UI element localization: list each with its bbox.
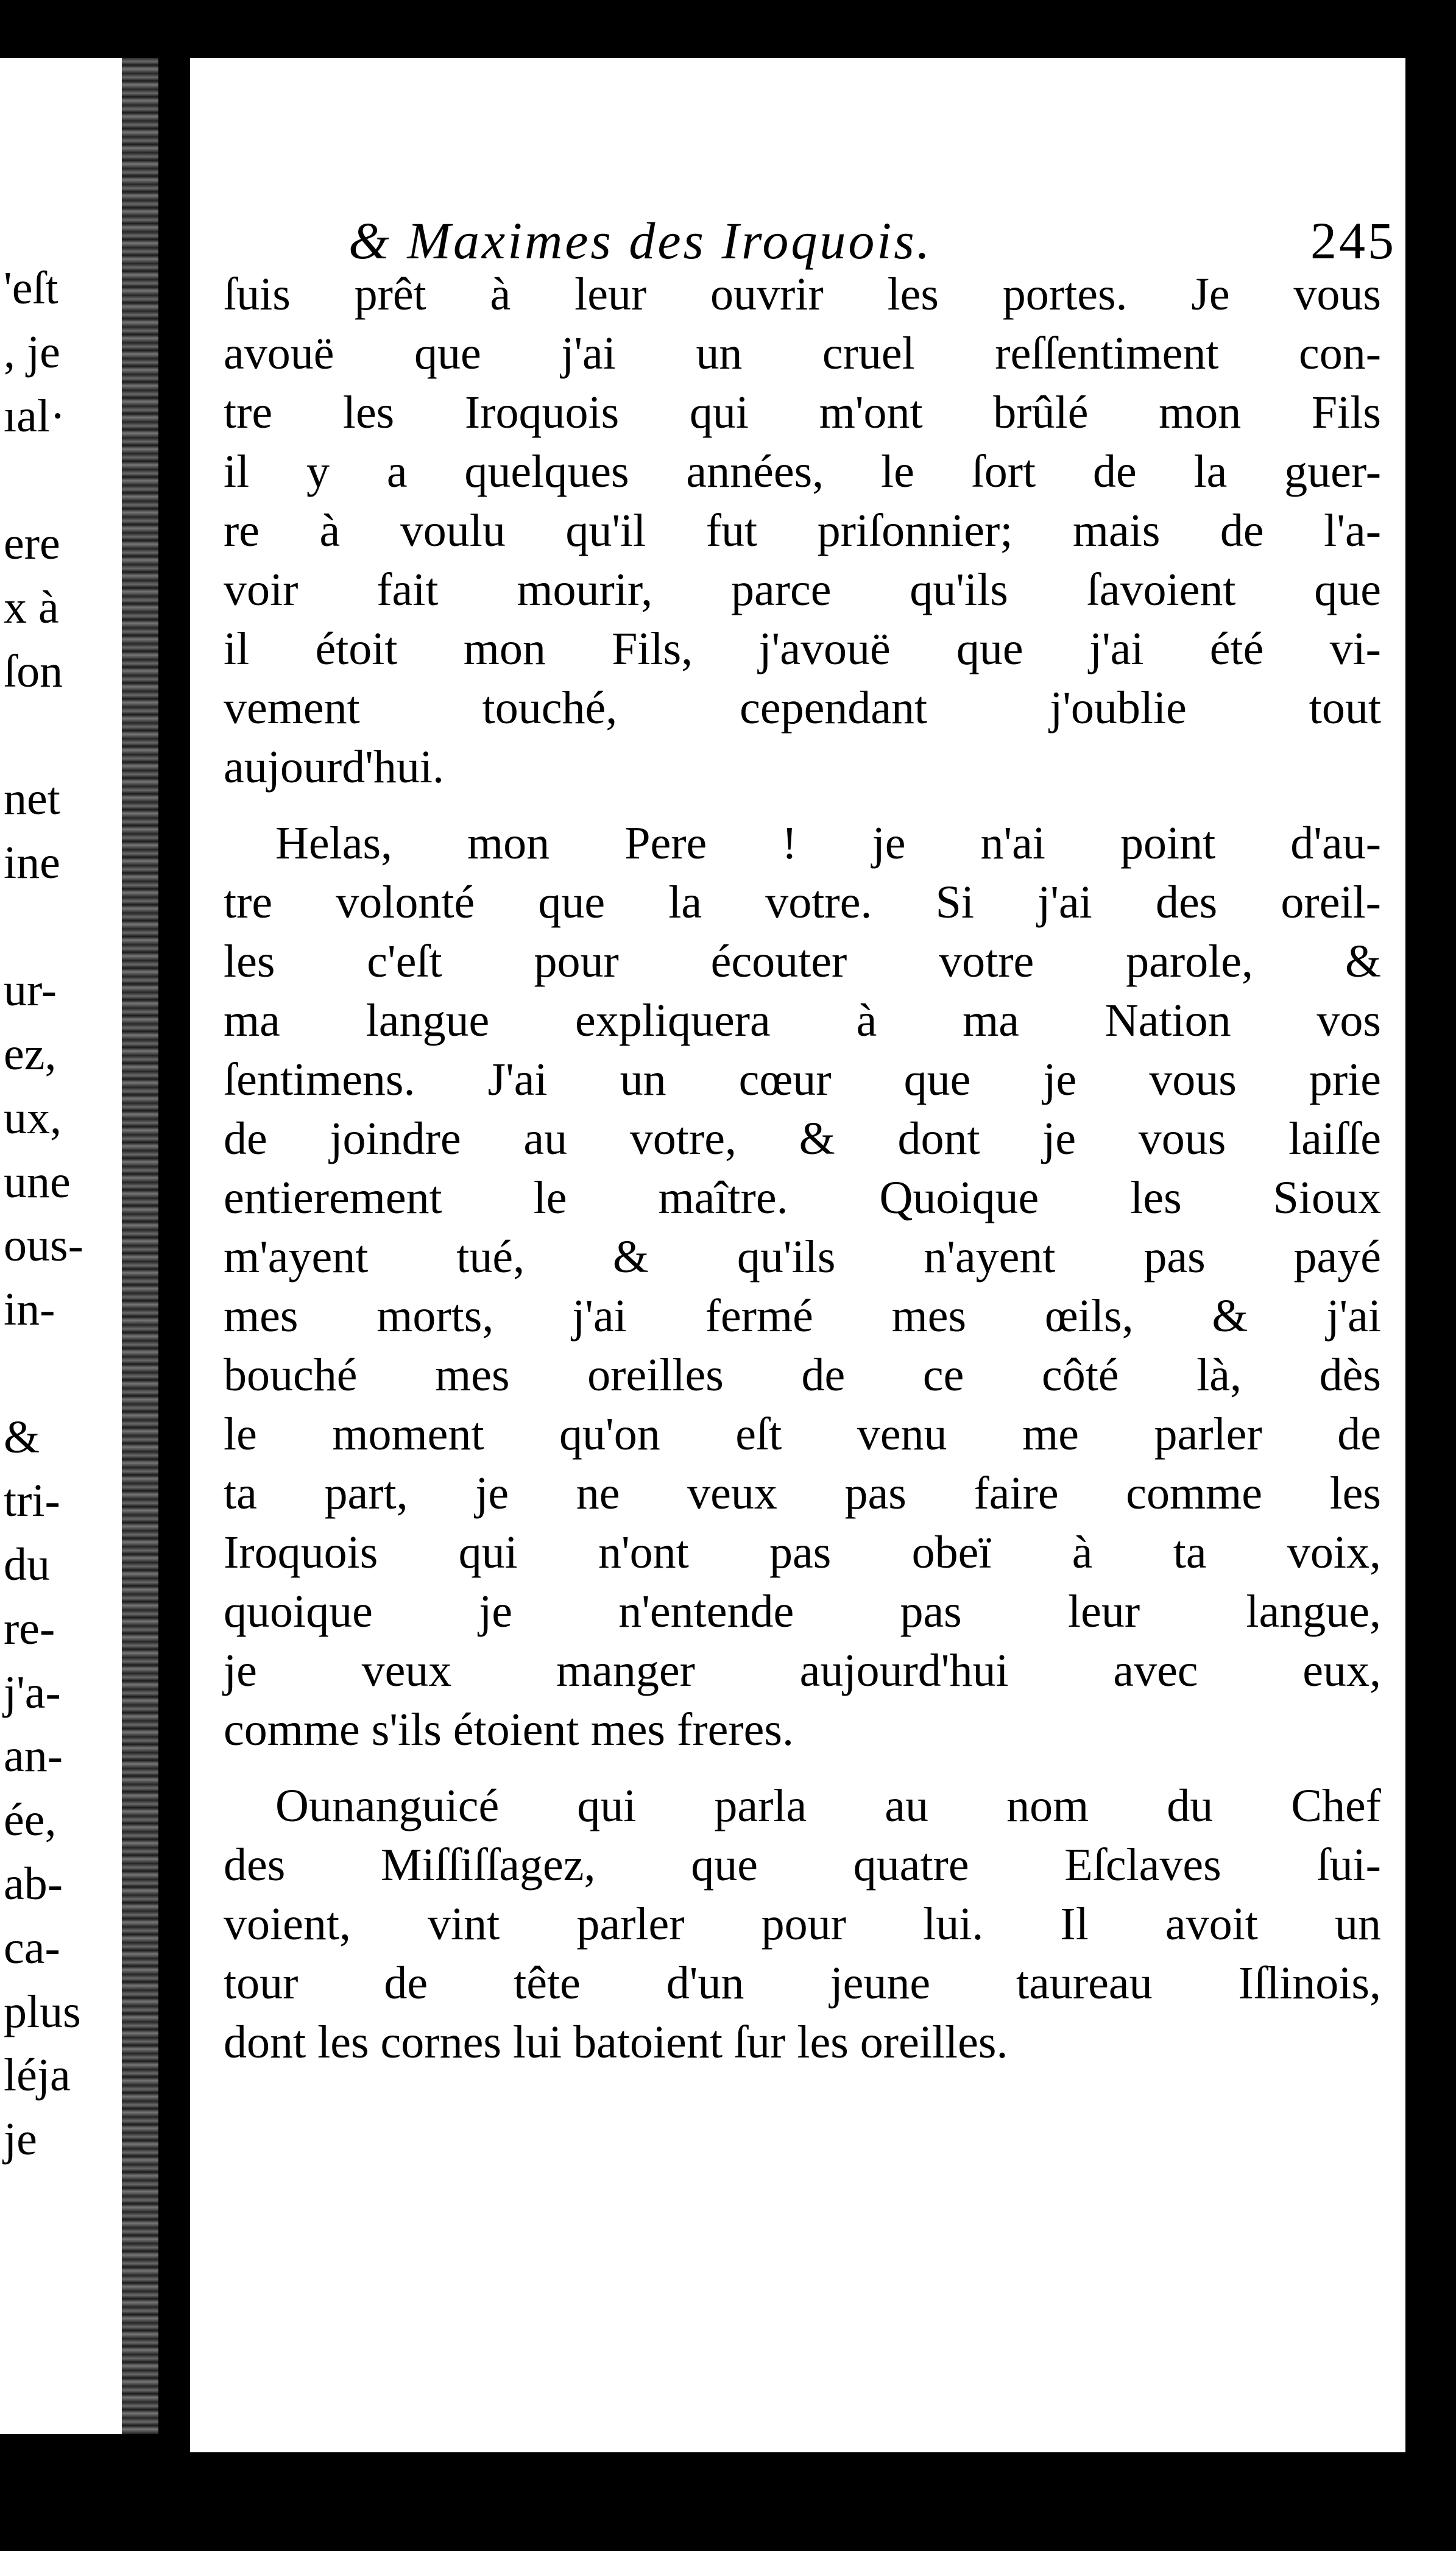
text-line: aujourd'hui.	[224, 741, 444, 793]
text-line: ſentimens. J'ai un cœur que je vous prie	[224, 1054, 1381, 1105]
text-line: dont les cornes lui batoient ſur les oreilles.	[224, 2017, 1008, 2068]
facing-page-text: ur-	[4, 964, 57, 1016]
facing-page-text: je	[4, 2114, 37, 2165]
text-line: avouë que j'ai un cruel reſſentiment con-	[224, 328, 1381, 379]
facing-page-text: ée,	[4, 1794, 57, 1846]
binding-shadow	[158, 49, 189, 2455]
text-line: il y a quelques années, le ſort de la guer-	[224, 446, 1381, 497]
facing-page-text: ıal·	[4, 390, 66, 442]
text-line: ſuis prêt à leur ouvrir les portes. Je vous	[224, 269, 1381, 320]
text-line: voient, vint parler pour lui. Il avoit un	[224, 1898, 1381, 1950]
text-line: vement touché, cependant j'oublie tout	[224, 682, 1381, 734]
facing-page-text: ca-	[4, 1922, 60, 1973]
facing-page-text: ez,	[4, 1028, 57, 1080]
text-line: je veux manger aujourd'hui avec eux,	[224, 1645, 1381, 1696]
text-line: bouché mes oreilles de ce côté là, dès	[224, 1350, 1381, 1401]
text-line: tre volonté que la votre. Si j'ai des oreil-	[224, 877, 1381, 928]
facing-page-text: léja	[4, 2050, 71, 2101]
facing-page-text: ous-	[4, 1220, 83, 1272]
page-number: 245	[1310, 211, 1396, 270]
facing-page-text: j'a-	[4, 1666, 61, 1718]
facing-page-text: an-	[4, 1730, 63, 1782]
facing-page-text: une	[4, 1156, 71, 1208]
facing-page-text: ine	[4, 837, 60, 888]
facing-page-text: net	[4, 773, 60, 825]
facing-page-text: tri-	[4, 1475, 60, 1527]
running-head-title: & Maximes des Iroquois.	[348, 211, 933, 270]
facing-page-text: ux,	[4, 1092, 62, 1144]
facing-page-text: x à	[4, 581, 59, 633]
paragraph-gap	[224, 797, 1381, 814]
running-head	[348, 207, 1396, 274]
text-line: les c'eſt pour écouter votre parole, &	[224, 936, 1381, 987]
text-line: ma langue expliquera à ma Nation vos	[224, 995, 1381, 1046]
text-line: Ounanguicé qui parla au nom du Chef	[275, 1780, 1381, 1831]
text-line: comme s'ils étoient mes freres.	[224, 1704, 794, 1755]
facing-page-text: ſon	[4, 645, 63, 697]
facing-page-text: ab-	[4, 1858, 63, 1909]
text-line: re à voulu qu'il fut priſonnier; mais de l'a-	[224, 505, 1381, 556]
text-line: voir fait mourir, parce qu'ils ſavoient que	[224, 564, 1381, 615]
text-line: tour de tête d'un jeune taureau Iſlinois,	[224, 1958, 1381, 2009]
text-line: Helas, mon Pere ! je n'ai point d'au-	[275, 818, 1381, 869]
paragraph-gap	[224, 1760, 1381, 1777]
book-page	[190, 58, 1405, 2452]
text-line: mes morts, j'ai fermé mes œils, & j'ai	[224, 1290, 1381, 1342]
text-body	[224, 265, 1381, 2072]
facing-page-text: 'eſt	[4, 263, 58, 314]
text-line: Iroquois qui n'ont pas obeï à ta voix,	[224, 1527, 1381, 1578]
binding-gutter	[122, 58, 158, 2434]
text-line: des Miſſiſſagez, que quatre Eſclaves ſui-	[224, 1839, 1381, 1891]
paragraph	[224, 265, 1381, 797]
text-line: quoique je n'entende pas leur langue,	[224, 1586, 1381, 1637]
text-line: m'ayent tué, & qu'ils n'ayent pas payé	[224, 1231, 1381, 1283]
paragraph	[224, 1777, 1381, 2072]
text-line: entierement le maître. Quoique les Sioux	[224, 1172, 1381, 1223]
paragraph	[224, 814, 1381, 1760]
text-line: il étoit mon Fils, j'avouë que j'ai été vi-	[224, 623, 1381, 674]
text-line: de joindre au votre, & dont je vous laiſſe	[224, 1113, 1381, 1164]
facing-page-text: in-	[4, 1284, 55, 1336]
text-line: tre les Iroquois qui m'ont brûlé mon Fils	[224, 387, 1381, 438]
text-line: ta part, je ne veux pas faire comme les	[224, 1468, 1381, 1519]
facing-page-fragment	[0, 58, 122, 2434]
facing-page-text: re-	[4, 1602, 55, 1654]
facing-page-text: ere	[4, 518, 60, 570]
facing-page-text: &	[4, 1411, 40, 1463]
facing-page-text: , je	[4, 326, 60, 378]
facing-page-text: du	[4, 1539, 50, 1591]
text-line: le moment qu'on eſt venu me parler de	[224, 1409, 1381, 1460]
facing-page-text: plus	[4, 1986, 81, 2037]
